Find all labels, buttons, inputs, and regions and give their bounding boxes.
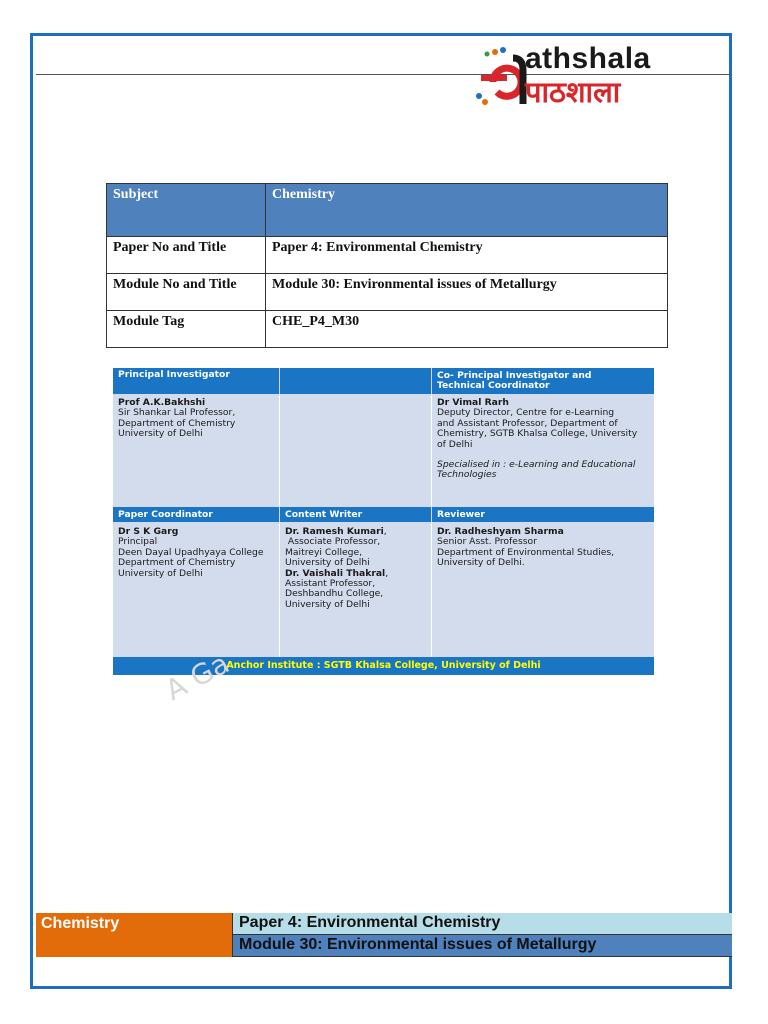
content-writer-line: University of Delhi (285, 598, 370, 610)
content-writer-name-1: Dr. Ramesh Kumari (285, 526, 384, 537)
pi-line: Department of Chemistry (118, 417, 236, 429)
copi-line: and Assistant Professor, Department of (437, 417, 618, 429)
paper-coordinator-title: Paper Coordinator (118, 509, 213, 520)
info-row-tag (107, 311, 668, 348)
content-writer-line: University of Delhi (285, 557, 370, 569)
anchor-institute-bar: Anchor Institute : SGTB Khalsa College, University of Delhi (113, 657, 654, 675)
subject-value: Chemistry (266, 184, 668, 237)
paper-coordinator-body (113, 527, 279, 579)
info-row-module (107, 274, 668, 311)
content-writer-line: Associate Professor, (285, 536, 381, 548)
copi-title-line2: Technical Coordinator (437, 380, 550, 391)
module-label: Module No and Title (107, 274, 266, 311)
reviewer-line: Department of Environmental Studies, (437, 546, 615, 558)
copi-title-line1: Co- Principal Investigator and (437, 370, 592, 381)
module-tag-label: Module Tag (107, 311, 266, 348)
footer-module: Module 30: Environmental issues of Metallurgy (232, 935, 732, 957)
reviewer-name: Dr. Radheshyam Sharma (437, 526, 564, 537)
reviewer-header (432, 507, 654, 522)
reviewer-title: Reviewer (437, 509, 485, 520)
column-divider (279, 394, 280, 507)
paper-coordinator-name: Dr S K Garg (118, 526, 179, 537)
column-divider (431, 522, 432, 657)
pi-name: Prof A.K.Bakhshi (118, 397, 206, 408)
column-divider (279, 522, 280, 657)
watermark-text: A Ga (160, 646, 235, 708)
page-footer (36, 913, 732, 957)
credits-panel (113, 368, 654, 675)
paper-coordinator-header (113, 507, 279, 522)
e-logo-icon (465, 44, 527, 110)
content-writer-line: Maitreyi College, (285, 546, 363, 558)
reviewer-line: University of Delhi. (437, 557, 525, 569)
pi-line: Sir Shankar Lal Professor, (118, 407, 236, 419)
paper-coordinator-line: University of Delhi (118, 567, 203, 579)
logo-text-latin: athshala (525, 42, 651, 75)
module-info-table (106, 183, 668, 348)
pi-title: Principal Investigator (118, 369, 230, 380)
copi-header (432, 368, 654, 394)
info-row-subject (107, 184, 668, 237)
blank-header (280, 368, 431, 394)
copi-line: Chemistry, SGTB Khalsa College, University (437, 428, 638, 440)
content-writer-title: Content Writer (285, 509, 363, 520)
copi-name: Dr Vimal Rarh (437, 397, 509, 408)
paper-coordinator-line: Deen Dayal Upadhyaya College (118, 546, 264, 558)
copi-line: of Delhi (437, 438, 473, 450)
paper-label: Paper No and Title (107, 237, 266, 274)
reviewer-body (432, 527, 654, 569)
copi-line: Deputy Director, Centre for e-Learning (437, 407, 615, 419)
subject-label: Subject (107, 184, 266, 237)
footer-subject: Chemistry (36, 913, 232, 957)
footer-paper: Paper 4: Environmental Chemistry (232, 913, 732, 935)
content-writer-body: Dr. Ramesh Kumari, Associate Professor, Maitreyi College, University of Delhi Dr. Vaishali Thakral, Assistant Professor, Deshbandhu College, University of Delhi (280, 527, 431, 610)
info-row-paper (107, 237, 668, 274)
epathshala-logo (465, 42, 705, 112)
module-tag-value: CHE_P4_M30 (266, 311, 668, 348)
copi-body (432, 398, 654, 481)
content-writer-name-2: Dr. Vaishali Thakral (285, 567, 386, 579)
pi-body (113, 398, 279, 440)
paper-coordinator-line: Department of Chemistry (118, 557, 236, 569)
content-writer-header (280, 507, 431, 522)
module-value: Module 30: Environmental issues of Metallurgy (266, 274, 668, 311)
copi-specialised-line2: Technologies (437, 469, 497, 481)
paper-value: Paper 4: Environmental Chemistry (266, 237, 668, 274)
logo-text-devanagari: पाठशाला (525, 75, 621, 109)
pi-line: University of Delhi (118, 428, 203, 440)
copi-specialised-line1: Specialised in : e-Learning and Educational (437, 459, 636, 471)
content-writer-line: Assistant Professor, (285, 578, 376, 590)
pi-header (113, 368, 279, 394)
paper-coordinator-line: Principal (118, 536, 158, 548)
reviewer-line: Senior Asst. Professor (437, 536, 537, 548)
content-writer-line: Deshbandhu College, (285, 588, 384, 600)
column-divider (431, 394, 432, 507)
